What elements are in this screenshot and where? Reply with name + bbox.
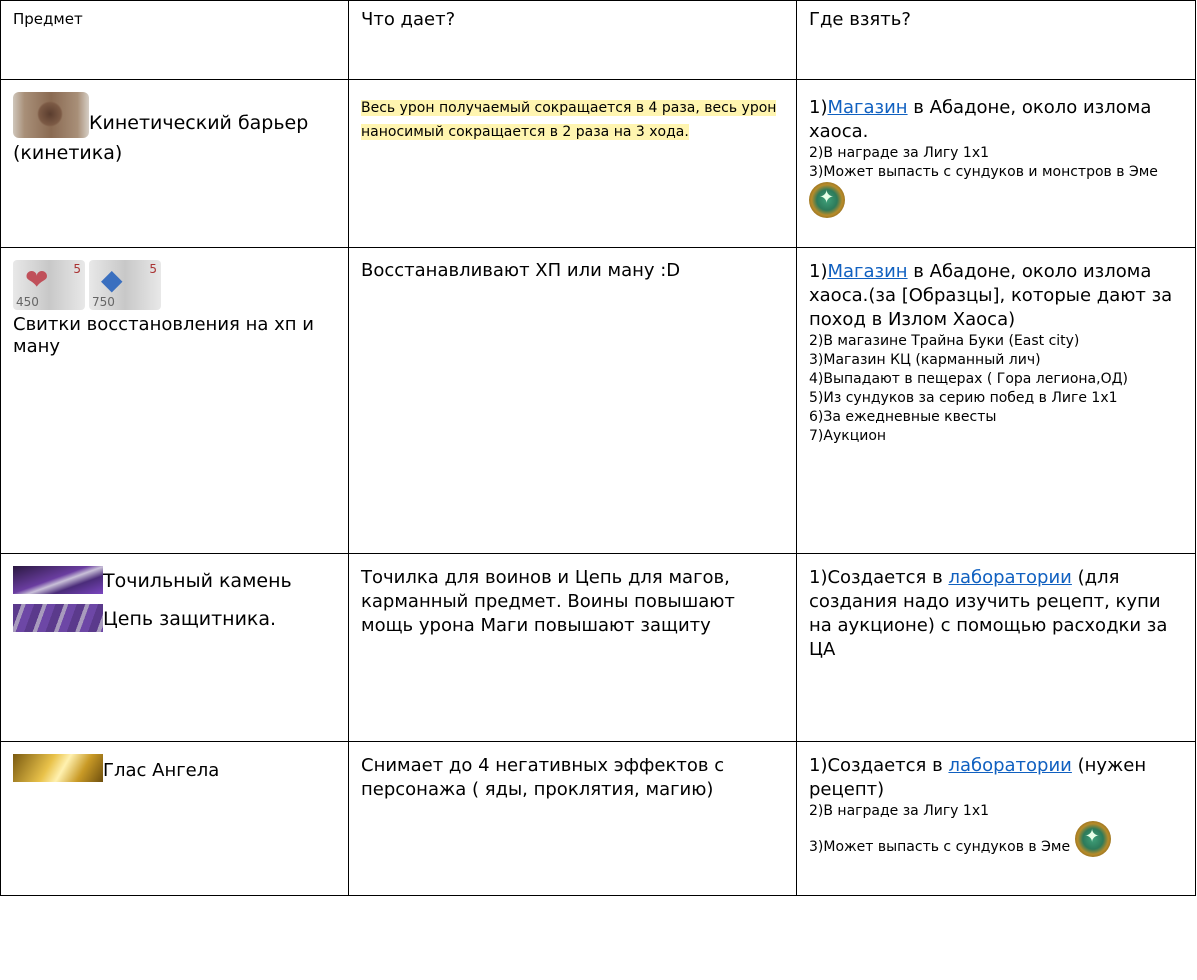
sharpening-stone-icon	[13, 566, 103, 594]
angel-voice-icon	[13, 754, 103, 782]
laboratory-link[interactable]: лаборатории	[948, 755, 1072, 776]
hp-scroll-icon: ❤ 5 450	[13, 260, 85, 310]
source-cell: 1)Магазин в Абадоне, около излома хаоса. 2)В награде за Лигу 1х1 3)Может выпасть с сундуков и монстров в Эме ✦	[797, 80, 1196, 248]
table-row	[1, 554, 1196, 742]
item-name: Кинетический барьер (кинетика)	[13, 112, 309, 164]
effect-text: Точилка для воинов и Цепь для магов, карманный предмет. Воины повышают мощь урона Маги повышают защиту	[361, 567, 735, 636]
header-row	[1, 1, 1196, 80]
mana-scroll-icon: ◆ 5 750	[89, 260, 161, 310]
source-cell: 1)Магазин в Абадоне, около излома хаоса.(за [Образцы], которые дают за поход в Излом Хаоса) 2)В магазине Трайна Буки (East city) 3)Магазин КЦ (карманный лич) 4)Выпадают в пещерах ( Гора легиона,ОД) 5)Из сундуков за серию побед в Лиге 1х1 6)За ежедневные квесты 7)Аукцион	[797, 248, 1196, 554]
laboratory-link[interactable]: лаборатории	[948, 567, 1072, 588]
header-item: Предмет	[1, 1, 349, 80]
item-cell	[1, 80, 349, 248]
defender-chain-icon	[13, 604, 103, 632]
item-cell	[1, 554, 349, 742]
effect-cell	[349, 80, 797, 248]
eme-emblem-icon: ✦	[1075, 821, 1111, 857]
effect-cell	[349, 742, 797, 896]
item-cell	[1, 742, 349, 896]
item-name: Цепь защитника.	[103, 608, 277, 630]
source-cell: 1)Создается в лаборатории (для создания надо изучить рецепт, купи на аукционе) с помощью расходки за ЦА	[797, 554, 1196, 742]
effect-text: Весь урон получаемый сокращается в 4 раза, весь урон наносимый сокращается в 2 раза на 3 хода.	[361, 100, 777, 140]
header-source: Где взять?	[797, 1, 1196, 80]
item-name: Глас Ангела	[103, 760, 220, 781]
effect-text: Снимает до 4 негативных эффектов с персонажа ( яды, проклятия, магию)	[361, 755, 725, 800]
item-name: Свитки восстановления на хп и ману	[13, 314, 314, 357]
eme-emblem-icon: ✦	[809, 182, 845, 218]
effect-text: Восстанавливают ХП или ману :D	[361, 260, 681, 281]
table-row	[1, 80, 1196, 248]
table-row	[1, 248, 1196, 554]
shop-link[interactable]: Магазин	[827, 261, 908, 282]
effect-cell	[349, 554, 797, 742]
item-name: Точильный камень	[103, 570, 292, 592]
source-cell: 1)Создается в лаборатории (нужен рецепт) 2)В награде за Лигу 1х1 3)Может выпасть с сундуков в Эме ✦	[797, 742, 1196, 896]
item-cell	[1, 248, 349, 554]
kinetic-barrier-scroll-icon	[13, 92, 89, 138]
effect-cell	[349, 248, 797, 554]
header-effect: Что дает?	[349, 1, 797, 80]
shop-link[interactable]: Магазин	[827, 97, 908, 118]
table-row	[1, 742, 1196, 896]
